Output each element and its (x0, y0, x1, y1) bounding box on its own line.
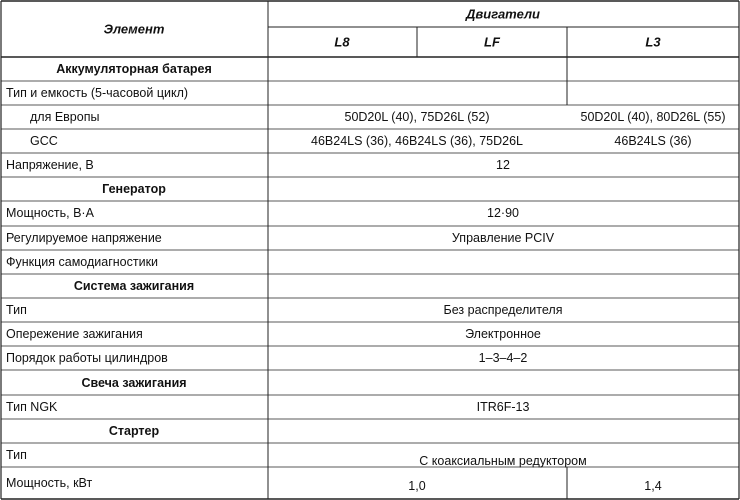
section-ignition: Система зажигания (73, 278, 195, 293)
value-gcc-l3: 46B24LS (36) (614, 133, 692, 148)
value-starter-power-l8-lf: 1,0 (408, 478, 426, 493)
row-label-regulated-voltage: Регулируемое напряжение (6, 230, 162, 245)
row-label-battery-type: Тип и емкость (5-часовой цикл) (6, 85, 189, 100)
value-voltage: 12 (496, 157, 510, 172)
row-label-voltage: Напряжение, В (6, 157, 94, 172)
value-ignition-type: Без распределителя (443, 302, 563, 317)
section-spark-plug: Свеча зажигания (81, 375, 187, 390)
value-ngk-type: ITR6F-13 (476, 399, 530, 414)
row-label-self-diagnosis: Функция самодиагностики (6, 254, 159, 269)
row-label-europe: для Европы (30, 109, 100, 124)
section-generator: Генератор (102, 181, 166, 196)
row-label-ignition-advance: Опережение зажигания (6, 326, 143, 341)
row-label-starter-type: Тип (6, 447, 27, 462)
section-battery: Аккумуляторная батарея (56, 61, 212, 76)
value-starter-power-l3: 1,4 (644, 478, 662, 493)
column-header-element: Элемент (103, 21, 165, 37)
column-header-l8: L8 (334, 34, 350, 50)
row-label-ngk-type: Тип NGK (6, 399, 58, 414)
column-header-l3: L3 (645, 34, 661, 50)
value-power-va: 12·90 (487, 205, 519, 220)
value-europe-l8-lf: 50D20L (40), 75D26L (52) (344, 109, 490, 124)
section-starter: Стартер (108, 423, 160, 438)
row-label-starter-power: Мощность, кВт (6, 475, 93, 490)
row-label-power-va: Мощность, В·А (6, 205, 94, 220)
column-header-engines: Двигатели (466, 6, 540, 22)
value-starter-type: С коаксиальным редуктором (419, 453, 587, 468)
row-label-ignition-type: Тип (6, 302, 27, 317)
row-label-gcc: GCC (30, 133, 58, 148)
value-regulated-voltage: Управление PCIV (451, 230, 555, 245)
value-firing-order: 1–3–4–2 (478, 350, 528, 365)
value-ignition-advance: Электронное (465, 326, 541, 341)
value-europe-l3: 50D20L (40), 80D26L (55) (580, 109, 726, 124)
value-gcc-l8-lf: 46B24LS (36), 46B24LS (36), 75D26L (311, 133, 523, 148)
row-label-firing-order: Порядок работы цилиндров (6, 350, 168, 365)
column-header-lf: LF (484, 34, 500, 50)
